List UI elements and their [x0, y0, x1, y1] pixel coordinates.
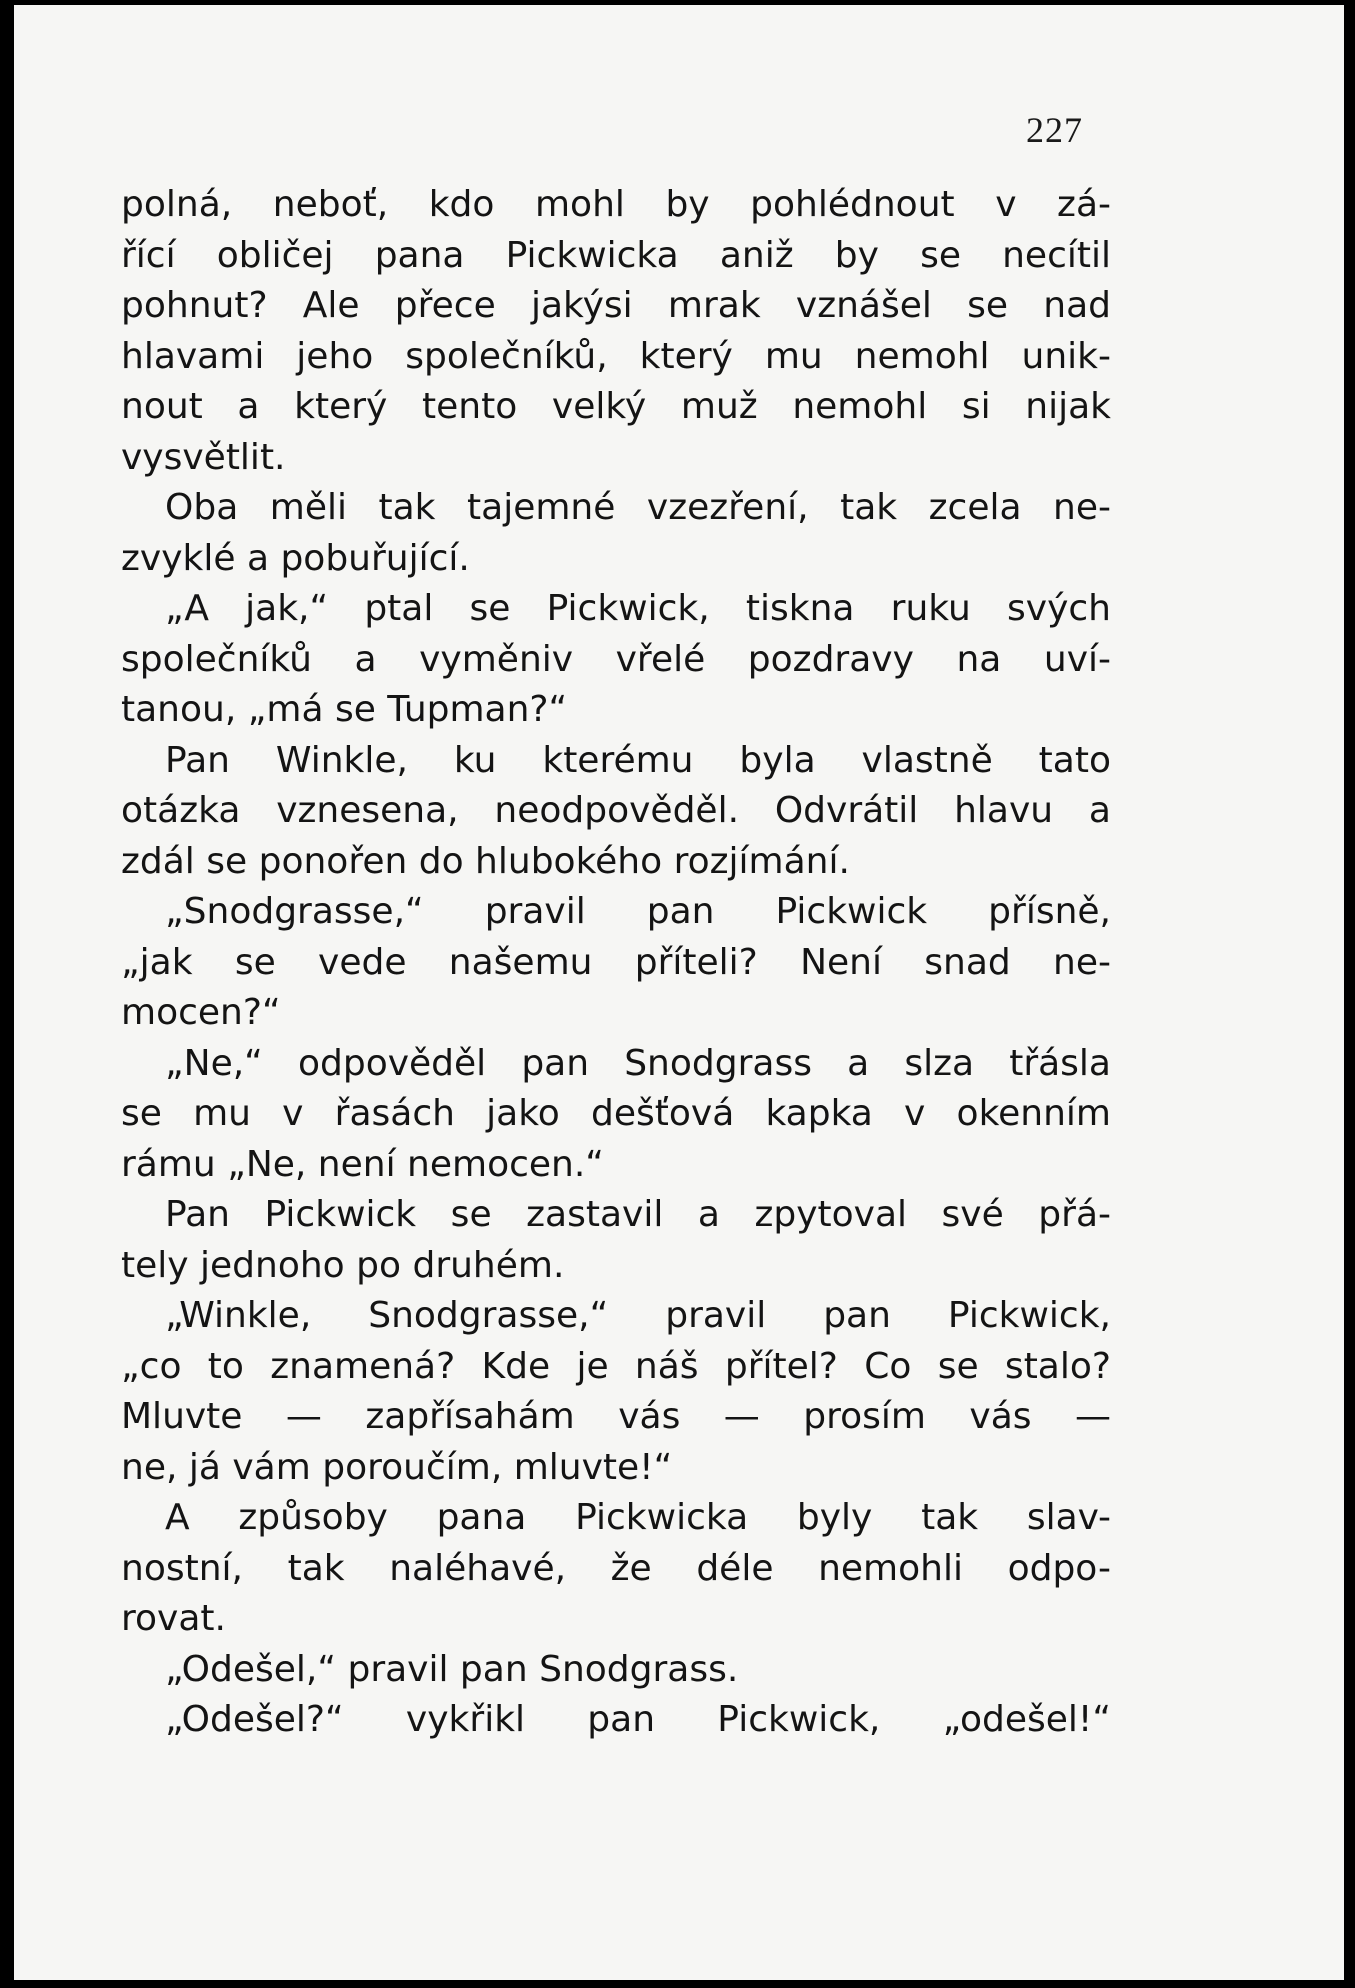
text-line: Pan Winkle, ku kterému byla vlastně tato	[165, 739, 1111, 781]
text-line: rovat.	[121, 1598, 226, 1639]
text-line: „Odešel,“ pravil pan Snodgrass.	[165, 1648, 739, 1690]
text-line: „Ne,“ odpověděl pan Snodgrass a slza třásla	[165, 1042, 1111, 1084]
text-line: otázka vznesena, neodpověděl. Odvrátil hlavu a	[121, 790, 1111, 831]
text-line: Mluvte — zapřísahám vás — prosím vás —	[121, 1396, 1111, 1437]
text-line: se mu v řasách jako dešťová kapka v okenním	[121, 1093, 1111, 1134]
text-line: „co to znamená? Kde je náš přítel? Co se stalo?	[121, 1345, 1111, 1387]
text-line: Pan Pickwick se zastavil a zpytoval své přá-	[165, 1194, 1111, 1235]
text-line: vysvětlit.	[121, 436, 286, 478]
text-line: zdál se ponořen do hlubokého rozjímání.	[121, 840, 850, 882]
text-line: „jak se vede našemu příteli? Není snad ne-	[121, 941, 1111, 983]
text-line: ne, já vám poroučím, mluvte!“	[121, 1446, 673, 1488]
page-number: 227	[1026, 110, 1083, 150]
text-line: pohnut? Ale přece jakýsi mrak vznášel se nad	[121, 285, 1111, 326]
text-line: Oba měli tak tajemné vzezření, tak zcela ne-	[165, 487, 1111, 528]
text-line: tely jednoho po druhém.	[121, 1244, 565, 1286]
text-line: A způsoby pana Pickwicka byly tak slav-	[165, 1497, 1111, 1538]
text-line: „Winkle, Snodgrasse,“ pravil pan Pickwick,	[165, 1295, 1111, 1336]
text-line: mocen?“	[121, 992, 281, 1033]
text-line: tanou, „má se Tupman?“	[121, 689, 568, 730]
text-line: nout a který tento velký muž nemohl si nijak	[121, 386, 1111, 427]
text-line: společníků a vyměniv vřelé pozdravy na uví-	[121, 638, 1111, 680]
text-line: rámu „Ne, není nemocen.“	[121, 1143, 604, 1185]
text-line: „A jak,“ ptal se Pickwick, tiskna ruku svých	[165, 588, 1111, 629]
book-page	[14, 5, 1344, 1980]
text-line: zvyklé a pobuřující.	[121, 537, 470, 579]
text-line: „Snodgrasse,“ pravil pan Pickwick přísně,	[165, 891, 1111, 932]
text-line: nostní, tak naléhavé, že déle nemohli odpo-	[121, 1547, 1111, 1589]
text-line: hlavami jeho společníků, který mu nemohl unik-	[121, 335, 1111, 377]
text-line: polná, neboť, kdo mohl by pohlédnout v zá-	[121, 184, 1111, 225]
text-line: „Odešel?“ vykřikl pan Pickwick, „odešel!“	[165, 1699, 1111, 1740]
text-line: řící obličej pana Pickwicka aniž by se necítil	[121, 234, 1111, 276]
body-text	[121, 180, 1111, 1746]
